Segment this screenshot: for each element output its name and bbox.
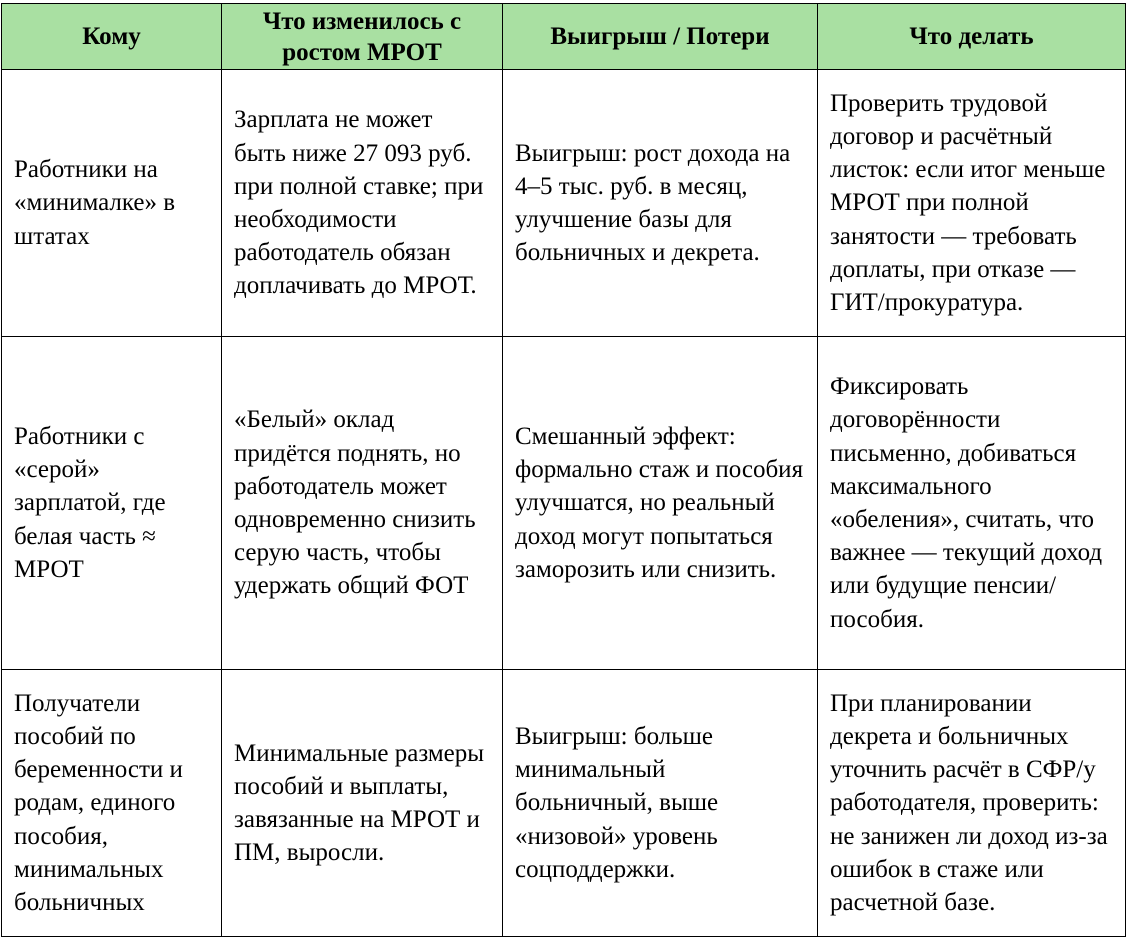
- header-row: [2, 4, 1126, 70]
- header-who: Кому: [2, 4, 222, 70]
- header-action: Что делать: [818, 4, 1126, 70]
- cell-action: При планировании декрета и больничных уточнить расчёт в СФР/у работодателя, проверить: не занижен ли доход из-за ошибок в стаже или расчетной базе.: [818, 670, 1126, 937]
- cell-who: Работники с «серой» зарплатой, где белая часть ≈ МРОТ: [2, 337, 222, 670]
- cell-effect: Выигрыш: рост дохода на 4–5 тыс. руб. в месяц, улучшение базы для больничных и декрета.: [503, 70, 818, 337]
- cell-change: «Белый» оклад придётся поднять, но работодатель может одновременно снизить серую часть, чтобы удержать общий ФОТ: [222, 337, 503, 670]
- table-row: [2, 70, 1126, 337]
- mrot-impact-table: [1, 3, 1126, 937]
- table-row: [2, 670, 1126, 937]
- cell-effect: Смешанный эффект: формально стаж и пособия улучшатся, но реальный доход могут попытаться заморозить или снизить.: [503, 337, 818, 670]
- cell-action: Проверить трудовой договор и расчётный листок: если итог меньше МРОТ при полной занятости — требовать доплаты, при отказе — ГИТ/прокуратура.: [818, 70, 1126, 337]
- cell-change: Минимальные размеры пособий и выплаты, завязанные на МРОТ и ПМ, выросли.: [222, 670, 503, 937]
- cell-who: Получатели пособий по беременности и родам, единого пособия, минимальных больничных: [2, 670, 222, 937]
- cell-who: Работники на «минималке» в штатах: [2, 70, 222, 337]
- header-effect: Выигрыш / Потери: [503, 4, 818, 70]
- table-row: [2, 337, 1126, 670]
- cell-action: Фиксировать договорённости письменно, добиваться максимального «обеления», считать, что важнее — текущий доход или будущие пенсии/пособия.: [818, 337, 1126, 670]
- cell-effect: Выигрыш: больше минимальный больничный, выше «низовой» уровень соцподдержки.: [503, 670, 818, 937]
- header-change: Что изменилось с ростом МРОТ: [222, 4, 503, 70]
- cell-change: Зарплата не может быть ниже 27 093 руб. при полной ставке; при необходимости работодатель обязан доплачивать до МРОТ.: [222, 70, 503, 337]
